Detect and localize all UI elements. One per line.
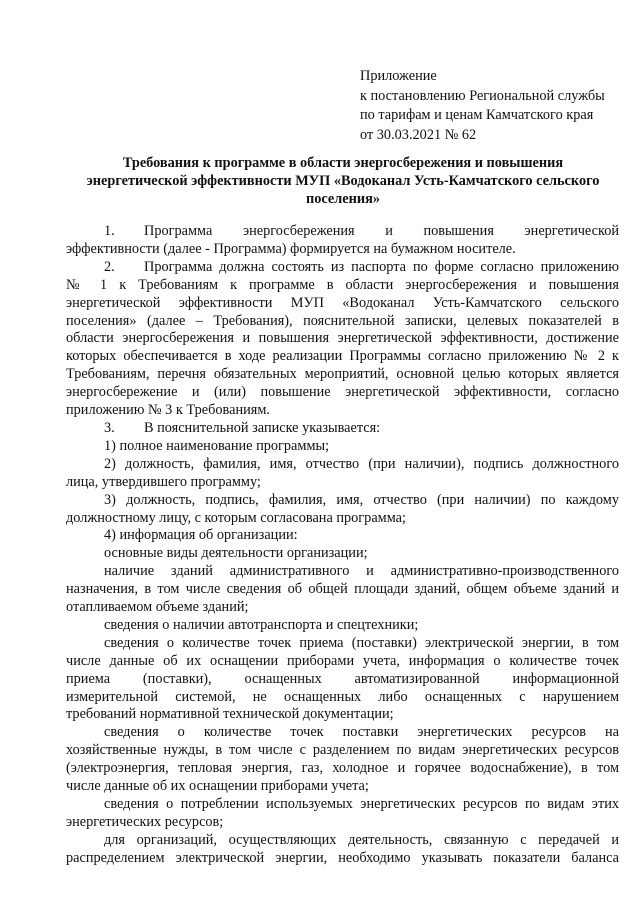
body-line bbox=[66, 259, 619, 277]
body-line: основные виды деятельности организации; bbox=[104, 545, 368, 562]
body-line: 3) должность, подпись, фамилия, имя, отчество (при наличии) по каждому bbox=[104, 491, 619, 508]
appendix-header bbox=[360, 67, 630, 145]
body-line: числе данные об их оснащении приборами учета, информация о количестве точек bbox=[66, 652, 619, 669]
body-line: которых обеспечивается в ходе реализации Программы согласно приложению № 2 к bbox=[66, 348, 619, 365]
body-line: измерительной системой, не оснащенных либо оснащенных с нарушением bbox=[66, 688, 619, 705]
body-line: назначения, в том числе сведения об общей площади зданий, общем объеме зданий и bbox=[66, 581, 619, 598]
body-line: наличие зданий административного и административно-производственного bbox=[104, 563, 619, 580]
body-line: 4) информация об организации: bbox=[104, 527, 298, 544]
body-line: энергетической эффективности МУП «Водоканал Усть-Камчатского сельского bbox=[66, 294, 619, 311]
body-line: эффективности (далее - Программа) формируется на бумажном носителе. bbox=[66, 240, 516, 257]
body-line: 2) должность, фамилия, имя, отчество (при наличии), подпись должностного bbox=[104, 455, 619, 472]
item-text: Программа должна состоять из паспорта по форме согласно приложению bbox=[144, 258, 619, 275]
item-number: 1. bbox=[104, 223, 115, 239]
body-line: отапливаемом объеме зданий; bbox=[66, 599, 249, 616]
item-text: Программа энергосбережения и повышения энергетической bbox=[144, 223, 619, 239]
body-line: лица, утвердившего программу; bbox=[66, 473, 261, 490]
body-line: сведения о наличии автотранспорта и спецтехники; bbox=[104, 616, 419, 633]
item-number: 2. bbox=[104, 258, 115, 275]
title-line: Требования к программе в области энергосбережения и повышения bbox=[122, 155, 564, 171]
body-line: поселения» (далее – Требования), пояснительной записки, целевых показателей в bbox=[66, 312, 619, 329]
appendix-line: к постановлению Региональной службы bbox=[360, 87, 605, 104]
body-line: приложению № 3 к Требованиям. bbox=[66, 402, 270, 419]
body-line: для организаций, осуществляющих деятельность, связанную с передачей и bbox=[104, 831, 619, 848]
body-line: области энергосбережения и повышения энергетической эффективности, достижение bbox=[66, 330, 619, 347]
body-line: требований нормативной технической документации; bbox=[66, 706, 394, 723]
document-body bbox=[66, 223, 619, 868]
body-line: числе данные об их оснащении приборами учета; bbox=[66, 778, 369, 795]
body-line: распределением электрической энергии, необходимо указывать показатели баланса bbox=[66, 849, 619, 866]
document-title bbox=[66, 154, 620, 209]
body-line: № 1 к Требованиям к программе в области энергосбережения и повышения bbox=[66, 276, 619, 293]
body-line: 1) полное наименование программы; bbox=[104, 437, 330, 454]
title-line: поселения» bbox=[306, 191, 380, 208]
item-number: 3. bbox=[104, 419, 115, 436]
body-line: сведения о количестве точек поставки энергетических ресурсов на bbox=[104, 724, 619, 741]
appendix-line: от 30.03.2021 № 62 bbox=[360, 126, 477, 143]
body-line: должностному лицу, с которым согласована программа; bbox=[66, 509, 406, 526]
body-line: хозяйственные нужды, в том числе с разделением по видам энергетических ресурсов bbox=[66, 742, 619, 759]
body-line: энергосбережение и (или) повышение энергетической эффективности, согласно bbox=[66, 384, 619, 401]
body-line: сведения о потреблении используемых энергетических ресурсов по видам этих bbox=[104, 796, 619, 812]
body-line: сведения о количестве точек приема (поставки) электрической энергии, в том bbox=[104, 634, 619, 651]
body-line: (электроэнергия, тепловая энергия, газ, холодное и горячее водоснабжение), в том bbox=[66, 760, 619, 777]
title-line: энергетической эффективности МУП «Водоканал Усть-Камчатского сельского bbox=[86, 173, 600, 190]
body-line bbox=[66, 420, 619, 438]
body-line: энергетических ресурсов; bbox=[66, 813, 224, 830]
body-line: приема (поставки), оснащенных автоматизированной информационной bbox=[66, 670, 619, 687]
body-line bbox=[66, 223, 619, 241]
appendix-line: по тарифам и ценам Камчатского края bbox=[360, 107, 594, 124]
appendix-line: Приложение bbox=[360, 68, 437, 84]
body-line: Требованиям, перечня обязательных мероприятий, основной целью которых является bbox=[66, 366, 619, 383]
item-text: В пояснительной записке указывается: bbox=[144, 419, 381, 436]
